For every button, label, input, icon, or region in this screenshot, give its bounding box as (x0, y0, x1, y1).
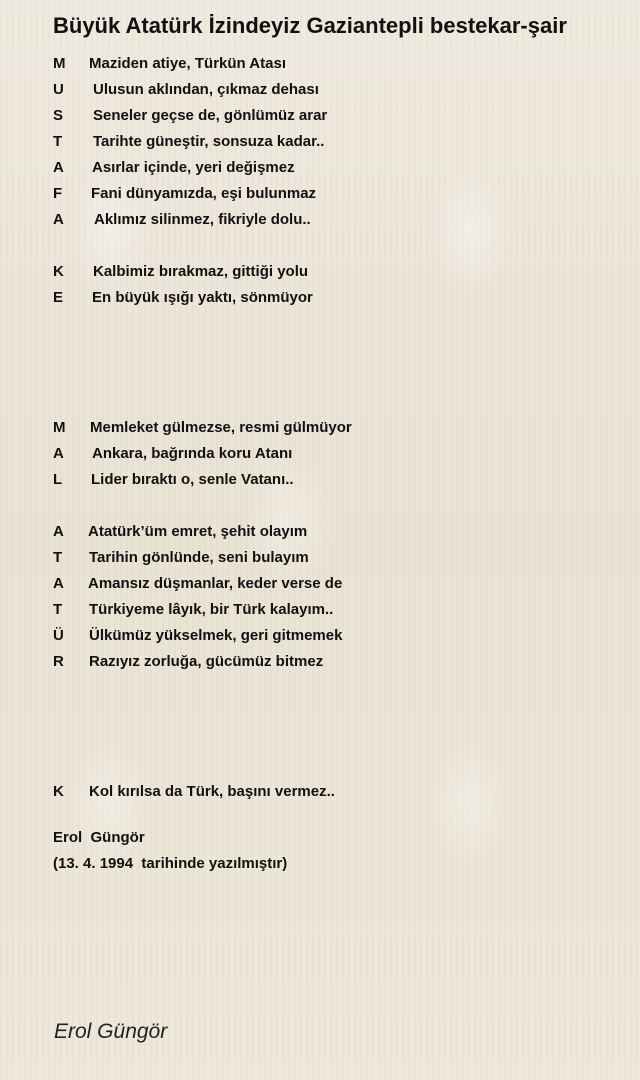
poem-line (53, 183, 633, 209)
poem-line (53, 209, 633, 235)
line-text: Türkiyeme lâyık, bir Türk kalayım.. (89, 601, 334, 618)
acrostic-letter: R (53, 653, 64, 670)
poem-line (53, 573, 633, 599)
line-text: Asırlar içinde, yeri değişmez (92, 159, 295, 176)
poem-line (53, 521, 633, 547)
poem-line (53, 781, 633, 807)
poem-line (53, 105, 633, 131)
poem-line (53, 599, 633, 625)
stanza-gap (53, 235, 633, 261)
acrostic-letter: S (53, 107, 64, 124)
line-text: Maziden atiye, Türkün Atası (89, 55, 286, 72)
author-name: Erol Güngör (53, 829, 145, 846)
line-text: Amansız düşmanlar, keder verse de (88, 575, 343, 592)
poem-title: Büyük Atatürk İzindeyiz Gaziantepli bestekar-şair (53, 13, 567, 38)
line-text: Razıyız zorluğa, gücümüz bitmez (89, 653, 324, 670)
poem-line (53, 469, 633, 495)
poem-line (53, 287, 633, 313)
acrostic-letter: M (53, 55, 66, 72)
line-text: Kol kırılsa da Türk, başını vermez.. (89, 783, 335, 800)
poem-line (53, 547, 633, 573)
acrostic-letter: K (53, 263, 64, 280)
line-text: Atatürk’üm emret, şehit olayım (88, 523, 308, 540)
poem-line (53, 157, 633, 183)
acrostic-letter: F (53, 185, 63, 202)
poem-line (53, 417, 633, 443)
acrostic-letter: E (53, 289, 64, 306)
acrostic-letter: U (53, 81, 64, 98)
author-block (53, 825, 287, 877)
acrostic-letter: A (53, 211, 64, 228)
acrostic-letter: A (53, 575, 64, 592)
author-signature: Erol Güngör (54, 1020, 168, 1043)
line-text: Memleket gülmezse, resmi gülmüyor (90, 419, 352, 436)
acrostic-letter: T (53, 549, 63, 566)
poem-line (53, 651, 633, 677)
line-text: Seneler geçse de, gönlümüz arar (93, 107, 328, 124)
line-text: Aklımız silinmez, fikriyle dolu.. (94, 211, 311, 228)
acrostic-letter: A (53, 523, 64, 540)
date-note: (13. 4. 1994 tarihinde yazılmıştır) (53, 855, 288, 872)
acrostic-letter: L (53, 471, 63, 488)
line-text: Ankara, bağrında koru Atanı (92, 445, 293, 462)
acrostic-letter: Ü (53, 627, 64, 644)
line-text: En büyük ışığı yaktı, sönmüyor (92, 289, 313, 306)
stanza-gap (53, 495, 633, 521)
poem-line (53, 625, 633, 651)
acrostic-letter: T (53, 133, 63, 150)
acrostic-letter: T (53, 601, 63, 618)
line-text: Kalbimiz bırakmaz, gittiği yolu (93, 263, 309, 280)
line-text: Tarihin gönlünde, seni bulayım (89, 549, 309, 566)
poem-line (53, 443, 633, 469)
acrostic-letter: A (53, 445, 64, 462)
acrostic-letter: K (53, 783, 64, 800)
poem-line (53, 79, 633, 105)
acrostic-letter: M (53, 419, 66, 436)
line-text: Lider bıraktı o, senle Vatanı.. (91, 471, 294, 488)
poem-line (53, 53, 633, 79)
poem-line (53, 261, 633, 287)
poem-line (53, 131, 633, 157)
poem-body (53, 53, 633, 807)
line-text: Ulusun aklından, çıkmaz dehası (93, 81, 319, 98)
acrostic-letter: A (53, 159, 64, 176)
line-text: Tarihte güneştir, sonsuza kadar.. (93, 133, 325, 150)
line-text: Fani dünyamızda, eşi bulunmaz (91, 185, 317, 202)
line-text: Ülkümüz yükselmek, geri gitmemek (89, 627, 343, 644)
